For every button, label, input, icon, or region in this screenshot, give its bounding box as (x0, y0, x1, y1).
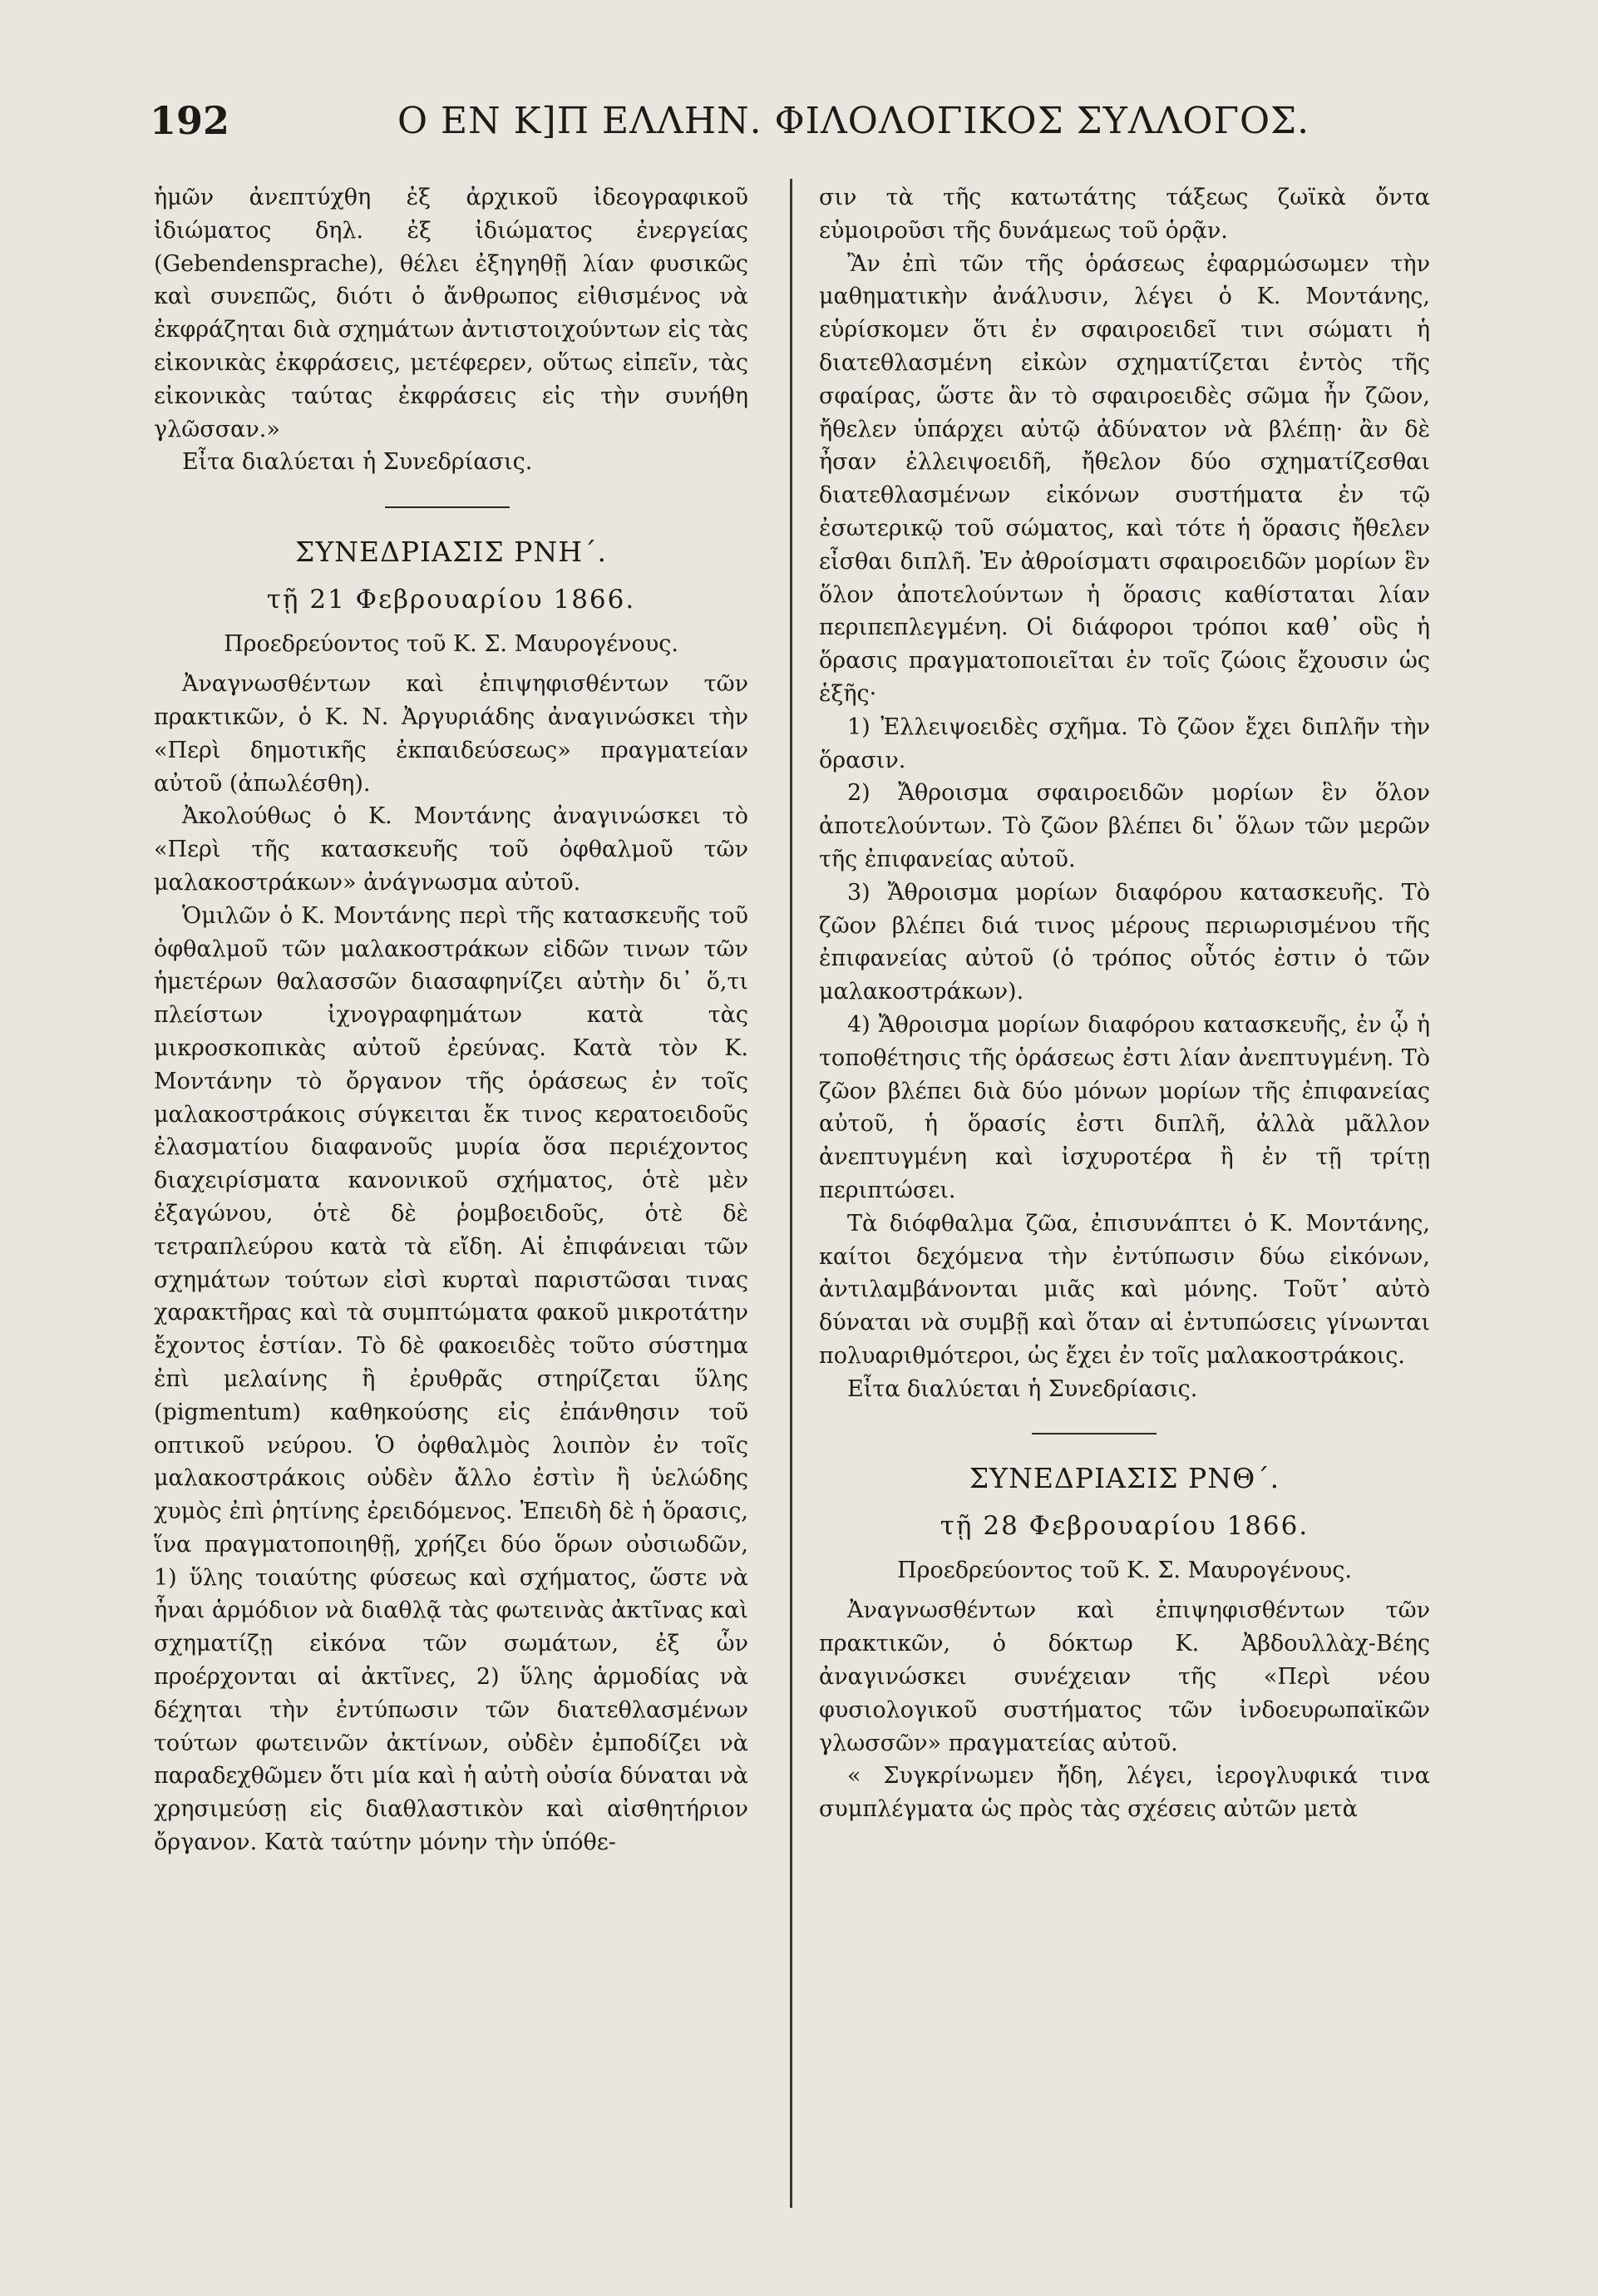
list-item: 2) Ἄθροισμα σφαιροειδῶν μορίων ἓν ὅλον ἀποτελούντων. Τὸ ζῶον βλέπει δι᾽ ὅλων τῶν μερῶν τῆς ἐπιφανείας αὐτοῦ. (819, 780, 1430, 872)
presiding-line: Προεδρεύοντος τοῦ Κ. Σ. Μαυρογένους. (897, 1558, 1352, 1584)
session-date: τῇ 28 Φεβρουαρίου 1866. (940, 1511, 1309, 1542)
paragraph: Ἀναγνωσθέντων καὶ ἐπιψηφισθέντων τῶν πρακτικῶν, ὁ δόκτωρ Κ. Ἀβδουλλὰχ-Βέης ἀναγινώσκει συνέχειαν τῆς «Περὶ νέου φυσιολογικοῦ συστήματος τῶν ἰνδοευρωπαϊκῶν γλωσσῶν» πραγματείας αὐτοῦ. (819, 1597, 1430, 1756)
right-column (819, 181, 1430, 1826)
list-item: 3) Ἄθροισμα μορίων διαφόρου κατασκευῆς. Τὸ ζῶον βλέπει διά τινος μέρους περιωρισμένου τῆς ἐπιφανείας αὐτοῦ (ὁ τρόπος οὗτός ἐστιν ὁ τῶν μαλακοστράκων). (819, 879, 1430, 1005)
page-header (0, 98, 1598, 165)
section-rule (385, 506, 510, 508)
paragraph: Ὁμιλῶν ὁ Κ. Μοντάνης περὶ τῆς κατασκευῆς τοῦ ὀφθαλμοῦ τῶν μαλακοστράκων εἰδῶν τινων τῶν ἡμετέρων θαλασσῶν διασαφηνίζει αὐτὴν δι᾽ ὅ,τι πλείστων ἰχνογραφημάτων κατὰ τὰς μικροσκοπικὰς αὐτοῦ ἐρεύνας. Κατὰ τὸν Κ. Μοντάνην τὸ ὄργανον τῆς ὁράσεως ἐν τοῖς μαλακοστράκοις σύγκειται ἔκ τινος κερατοειδοῦς ἐλασματίου διαφανοῦς μυρία ὅσα περιέχοντος διαχειρίσματα κανονικοῦ σχήματος, ὁτὲ μὲν ἐξαγώνου, ὁτὲ δὲ ῥομβοειδοῦς, ὁτὲ δὲ τετραπλεύρου κατὰ τὰ εἴδη. Αἱ ἐπιφάνειαι τῶν σχημάτων τούτων εἰσὶ κυρταὶ παριστῶσαι τινας χαρακτῆρας καὶ τὰ συμπτώματα φακοῦ μικροτάτην ἔχοντος ἑστίαν. Τὸ δὲ φακοειδὲς τοῦτο σύστημα ἐπὶ μελαίνης ἢ ἐρυθρᾶς στηρίζεται ὕλης (pigmentum) καθηκούσης εἰς ἐπάνθησιν τοῦ οπτικοῦ νεύρου. Ὁ ὀφθαλμὸς λοιπὸν ἐν τοῖς μαλακοστράκοις οὐδὲν ἄλλο ἐστὶν ἢ ὑελώδης χυμὸς ἐπὶ ῥητίνης ἐρειδόμενος. Ἐπειδὴ δὲ ἡ ὅρασις, ἵνα πραγματοποιηθῇ, χρήζει δύο ὅρων οὐσιωδῶν, 1) ὕλης τοιαύτης φύσεως καὶ σχήματος, ὥστε νὰ ἦναι ἁρμόδιον νὰ διαθλᾷ τὰς φωτεινὰς ἀκτῖνας καὶ σχηματίζῃ εἰκόνα τῶν σωμάτων, ἐξ ὧν προέρχονται αἱ ἀκτῖνες, 2) ὕλης ἁρμοδίας νὰ δέχηται τὴν ἐντύπωσιν τῶν διατεθλασμένων τούτων φωτεινῶν ἀκτίνων, οὐδὲν ἐμποδίζει νὰ παραδεχθῶμεν ὅτι μία καὶ ἡ αὐτὴ οὐσία δύναται νὰ χρησιμεύσῃ εἰς διαθλαστικὸν καὶ αἰσθητήριον ὄργανον. Κατὰ ταύτην μόνην τὴν ὑπόθε- (154, 902, 748, 1856)
paragraph: ἡμῶν ἀνεπτύχθη ἐξ ἀρχικοῦ ἰδεογραφικοῦ ἰδιώματος δηλ. ἐξ ἰδιώματος ἐνεργείας (Gebendensprache), θέλει ἐξηγηθῇ λίαν φυσικῶς καὶ συνεπῶς, διότι ὁ ἄνθρωπος εἰθισμένος νὰ ἐκφράζηται διὰ σχημάτων ἀντιστοιχούντων εἰς τὰς εἰκονικὰς ἐκφράσεις, μετέφερεν, οὕτως εἰπεῖν, τὰς εἰκονικὰς ταύτας ἐκφράσεις εἰς τὴν συνήθη γλῶσσαν.» (154, 185, 748, 442)
running-title: Ο ΕΝ Κ]Π ΕΛΛΗΝ. ΦΙΛΟΛΟΓΙΚΟΣ ΣΥΛΛΟΓΟΣ. (397, 100, 1310, 142)
page-number: 192 (150, 98, 230, 143)
list-item: 4) Ἄθροισμα μορίων διαφόρου κατασκευῆς, ἐν ᾧ ἡ τοποθέτησις τῆς ὁράσεως ἐστι λίαν ἀνεπτυγμένη. Τὸ ζῶον βλέπει διὰ δύο μόνων μορίων τῆς ἐπιφανείας αὐτοῦ, ἡ ὅρασίς ἐστι διπλῆ, ἀλλὰ μᾶλλον ἀνεπτυγμένη καὶ ἰσχυροτέρα ἢ ἐν τῇ τρίτῃ περιπτώσει. (819, 1011, 1430, 1203)
paragraph: « Συγκρίνωμεν ἤδη, λέγει, ἱερογλυφικά τινα συμπλέγματα ὡς πρὸς τὰς σχέσεις αὐτῶν μετὰ (819, 1763, 1430, 1823)
paragraph: Ἀναγνωσθέντων καὶ ἐπιψηφισθέντων τῶν πρακτικῶν, ὁ Κ. Ν. Ἀργυριάδης ἀναγινώσκει τὴν «Περὶ δημοτικῆς ἐκπαιδεύσεως» πραγματείαν αὐτοῦ (ἀπωλέσθη). (154, 671, 748, 797)
left-column (154, 181, 748, 1859)
session-heading: ΣΥΝΕΔΡΙΑΣΙΣ ΡΝΗ΄. (294, 536, 608, 569)
session-heading: ΣΥΝΕΔΡΙΑΣΙΣ ΡΝΘ΄. (969, 1462, 1280, 1495)
column-divider (790, 179, 792, 2208)
session-date: τῇ 21 Φεβρουαρίου 1866. (266, 585, 636, 615)
presiding-line: Προεδρεύοντος τοῦ Κ. Σ. Μαυρογένους. (224, 631, 678, 658)
paragraph: Ἂν ἐπὶ τῶν τῆς ὁράσεως ἐφαρμώσωμεν τὴν μαθηματικὴν ἀνάλυσιν, λέγει ὁ Κ. Μοντάνης, εὑρίσκομεν ὅτι ἐν σφαιροειδεῖ τινι σώματι ἡ διατεθλασμένη εἰκὼν σχηματίζεται ἐντὸς τῆς σφαίρας, ὥστε ἂν τὸ σφαιροειδὲς σῶμα ἦν ζῶον, ἤθελεν ὑπάρχει αὐτῷ ἀδύνατον νὰ βλέπῃ· ἂν δὲ ἦσαν ἐλλειψοειδῆ, ἤθελον δύο σχηματίζεσθαι διατεθλασμένων εἰκόνων συστήματα ἐν τῷ ἐσωτερικῷ τοῦ σώματος, καὶ τότε ἡ ὅρασις ἤθελεν εἶσθαι διπλῆ. Ἐν ἀθροίσματι σφαιροειδῶν μορίων ἓν ὅλον ἀποτελούντων ἡ ὅρασις καθίσταται λίαν περιπεπλεγμένη. Οἱ διάφοροι τρόποι καθ᾽ οὓς ἡ ὅρασις πραγματοποιεῖται ἐν τοῖς ζώοις ἔχουσιν ὡς ἑξῆς· (819, 250, 1430, 707)
closing-line: Εἶτα διαλύεται ἡ Συνεδρίασις. (182, 449, 533, 476)
paragraph: Τὰ διόφθαλμα ζῶα, ἐπισυνάπτει ὁ Κ. Μοντάνης, καίτοι δεχόμενα τὴν ἐντύπωσιν δύω εἰκόνων, ἀντιλαμβάνονται μιᾶς καὶ μόνης. Τοῦτ᾽ αὐτὸ δύναται νὰ συμβῇ καὶ ὅταν αἱ ἐντυπώσεις γίνωνται πολυαριθμότεροι, ὡς ἔχει ἐν τοῖς μαλακοστράκοις. (819, 1210, 1430, 1369)
closing-line: Εἶτα διαλύεται ἡ Συνεδρίασις. (847, 1375, 1198, 1402)
paragraph: Ἀκολούθως ὁ Κ. Μοντάνης ἀναγινώσκει τὸ «Περὶ τῆς κατασκευῆς τοῦ ὀφθαλμοῦ τῶν μαλακοστράκων» ἀνάγνωσμα αὐτοῦ. (154, 803, 748, 896)
section-rule (1032, 1433, 1157, 1434)
paragraph: σιν τὰ τῆς κατωτάτης τάξεως ζωϊκὰ ὄντα εὐμοιροῦσι τῆς δυνάμεως τοῦ ὁρᾷν. (819, 185, 1430, 244)
list-item: 1) Ἐλλειψοειδὲς σχῆμα. Τὸ ζῶον ἔχει διπλῆν τὴν ὅρασιν. (819, 713, 1430, 773)
